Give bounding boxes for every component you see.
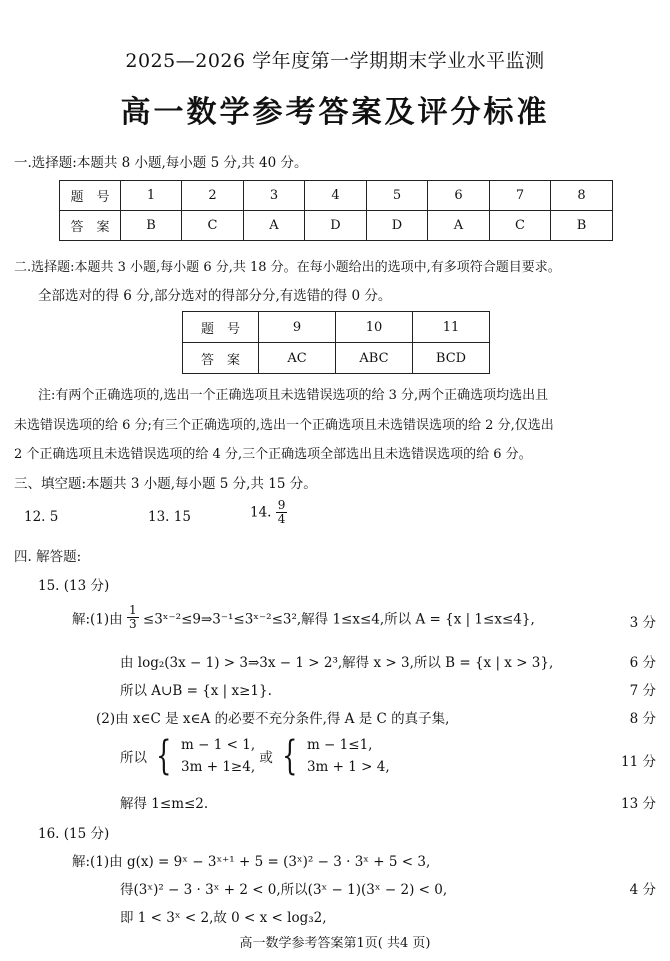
q15-line2: 由 log₂(3x − 1) > 3⇒3x − 1 > 2³,解得 x > 3,所以 B = {x | x > 3}, — [120, 655, 554, 671]
q15-line6-score: 13 分 — [621, 796, 656, 812]
fraction-numerator: 9 — [277, 498, 286, 512]
section4-intro: 四. 解答题: — [14, 549, 82, 565]
answer-cell: ABC — [336, 343, 413, 374]
table-header-answer: 答 案 — [183, 343, 259, 374]
table-header-answer: 答 案 — [60, 211, 121, 241]
answer-13: 13. 15 — [148, 509, 191, 525]
q15-line2-score: 6 分 — [629, 655, 656, 671]
q15-line1-text: ≤3ˣ⁻²≤9⇒3⁻¹≤3ˣ⁻²≤3²,解得 1≤x≤4,所以 A = {x | 1≤x≤4}, — [142, 611, 535, 628]
question-number: 1 — [121, 181, 182, 211]
question-number: 5 — [367, 181, 428, 211]
q16-line2: 得(3ˣ)² − 3 · 3ˣ + 2 < 0,所以(3ˣ − 1)(3ˣ − 2) < 0, — [120, 882, 448, 898]
answer-cell: C — [490, 211, 551, 241]
q15-title: 15. (13 分) — [38, 578, 110, 594]
section2-note-line1: 注:有两个正确选项的,选出一个正确选项且未选错误选项的给 3 分,两个正确选项均选出且 — [38, 388, 549, 403]
section3-intro: 三、填空题:本题共 3 小题,每小题 5 分,共 15 分。 — [14, 476, 317, 492]
left-brace-icon: { — [282, 733, 298, 779]
q15-line4: (2)由 x∈C 是 x∈A 的必要不充分条件,得 A 是 C 的真子集, — [96, 711, 450, 727]
inequality-system-2 — [307, 734, 390, 778]
q16-line3: 即 1 < 3ˣ < 2,故 0 < x < log₃2, — [120, 910, 327, 926]
answer-14 — [250, 499, 287, 526]
q15-line1 — [72, 604, 535, 631]
q15-line5-prefix: 所以 — [120, 750, 147, 766]
question-number: 6 — [428, 181, 490, 211]
fraction-denominator: 4 — [277, 512, 286, 526]
answer-cell: D — [367, 211, 428, 241]
answer-cell: A — [428, 211, 490, 241]
answer-cell: A — [244, 211, 305, 241]
section1-intro: 一.选择题:本题共 8 小题,每小题 5 分,共 40 分。 — [14, 155, 308, 171]
document-title: 高一数学参考答案及评分标准 — [120, 95, 550, 130]
table-header-question: 题 号 — [60, 181, 121, 211]
section2-intro-line1: 二.选择题:本题共 3 小题,每小题 6 分,共 18 分。在每小题给出的选项中,有多项符合题目要求。 — [14, 260, 561, 275]
answer-cell: D — [305, 211, 367, 241]
answer-14-fraction — [276, 499, 288, 526]
section2-intro-line2: 全部选对的得 6 分,部分选对的得部分分,有选错的得 0 分。 — [38, 288, 392, 304]
answer-14-label: 14. — [250, 504, 272, 521]
question-number: 9 — [259, 312, 336, 343]
answer-cell: C — [182, 211, 244, 241]
q15-line1-fraction — [127, 604, 139, 631]
question-number: 4 — [305, 181, 367, 211]
answer-cell: B — [121, 211, 182, 241]
table-header-question: 题 号 — [183, 312, 259, 343]
section2-answer-table — [182, 311, 490, 374]
system2-row2: 3m + 1 > 4, — [306, 759, 390, 775]
system1-row2: 3m + 1≥4, — [181, 759, 256, 775]
q15-line5-score: 11 分 — [621, 754, 656, 770]
left-brace-icon: { — [156, 733, 172, 779]
q16-title: 16. (15 分) — [38, 826, 110, 842]
q15-line3: 所以 A∪B = {x | x≥1}. — [120, 683, 272, 699]
fraction-denominator: 3 — [128, 617, 137, 631]
system1-row1: m − 1 < 1, — [181, 737, 256, 753]
exam-title: 2025—2026 学年度第一学期期末学业水平监测 — [125, 50, 545, 72]
section2-note-line3: 2 个正确选项且未选错误选项的给 4 分,三个正确选项全部选出且未选错误选项的给 6 分。 — [14, 447, 532, 462]
question-number: 11 — [413, 312, 490, 343]
question-number: 8 — [551, 181, 613, 211]
q15-line6: 解得 1≤m≤2. — [120, 796, 209, 812]
answer-cell: AC — [259, 343, 336, 374]
q16-line1: 解:(1)由 g(x) = 9ˣ − 3ˣ⁺¹ + 5 = (3ˣ)² − 3 · 3ˣ + 5 < 3, — [72, 854, 431, 870]
fraction-numerator: 1 — [128, 603, 137, 617]
q15-line1-score: 3 分 — [629, 615, 656, 631]
q16-line2-score: 4 分 — [629, 882, 656, 898]
question-number: 7 — [490, 181, 551, 211]
q15-line3-score: 7 分 — [629, 683, 656, 699]
question-number: 10 — [336, 312, 413, 343]
question-number: 2 — [182, 181, 244, 211]
q15-line5-or: 或 — [259, 750, 273, 766]
page-footer: 高一数学参考答案第1页( 共4 页) — [239, 936, 431, 951]
q15-line1-prefix: 解:(1)由 — [72, 611, 123, 628]
q15-line4-score: 8 分 — [629, 711, 656, 727]
answer-12: 12. 5 — [24, 509, 59, 525]
answer-cell: BCD — [413, 343, 490, 374]
system2-row1: m − 1≤1, — [306, 737, 373, 753]
q15-line5 — [120, 734, 390, 778]
answer-cell: B — [551, 211, 613, 241]
question-number: 3 — [244, 181, 305, 211]
section1-answer-table — [59, 180, 613, 241]
section2-note-line2: 未选错误选项的给 6 分;有三个正确选项的,选出一个正确选项且未选错误选项的给 2 分,仅选出 — [14, 418, 554, 433]
inequality-system-1 — [181, 734, 255, 778]
